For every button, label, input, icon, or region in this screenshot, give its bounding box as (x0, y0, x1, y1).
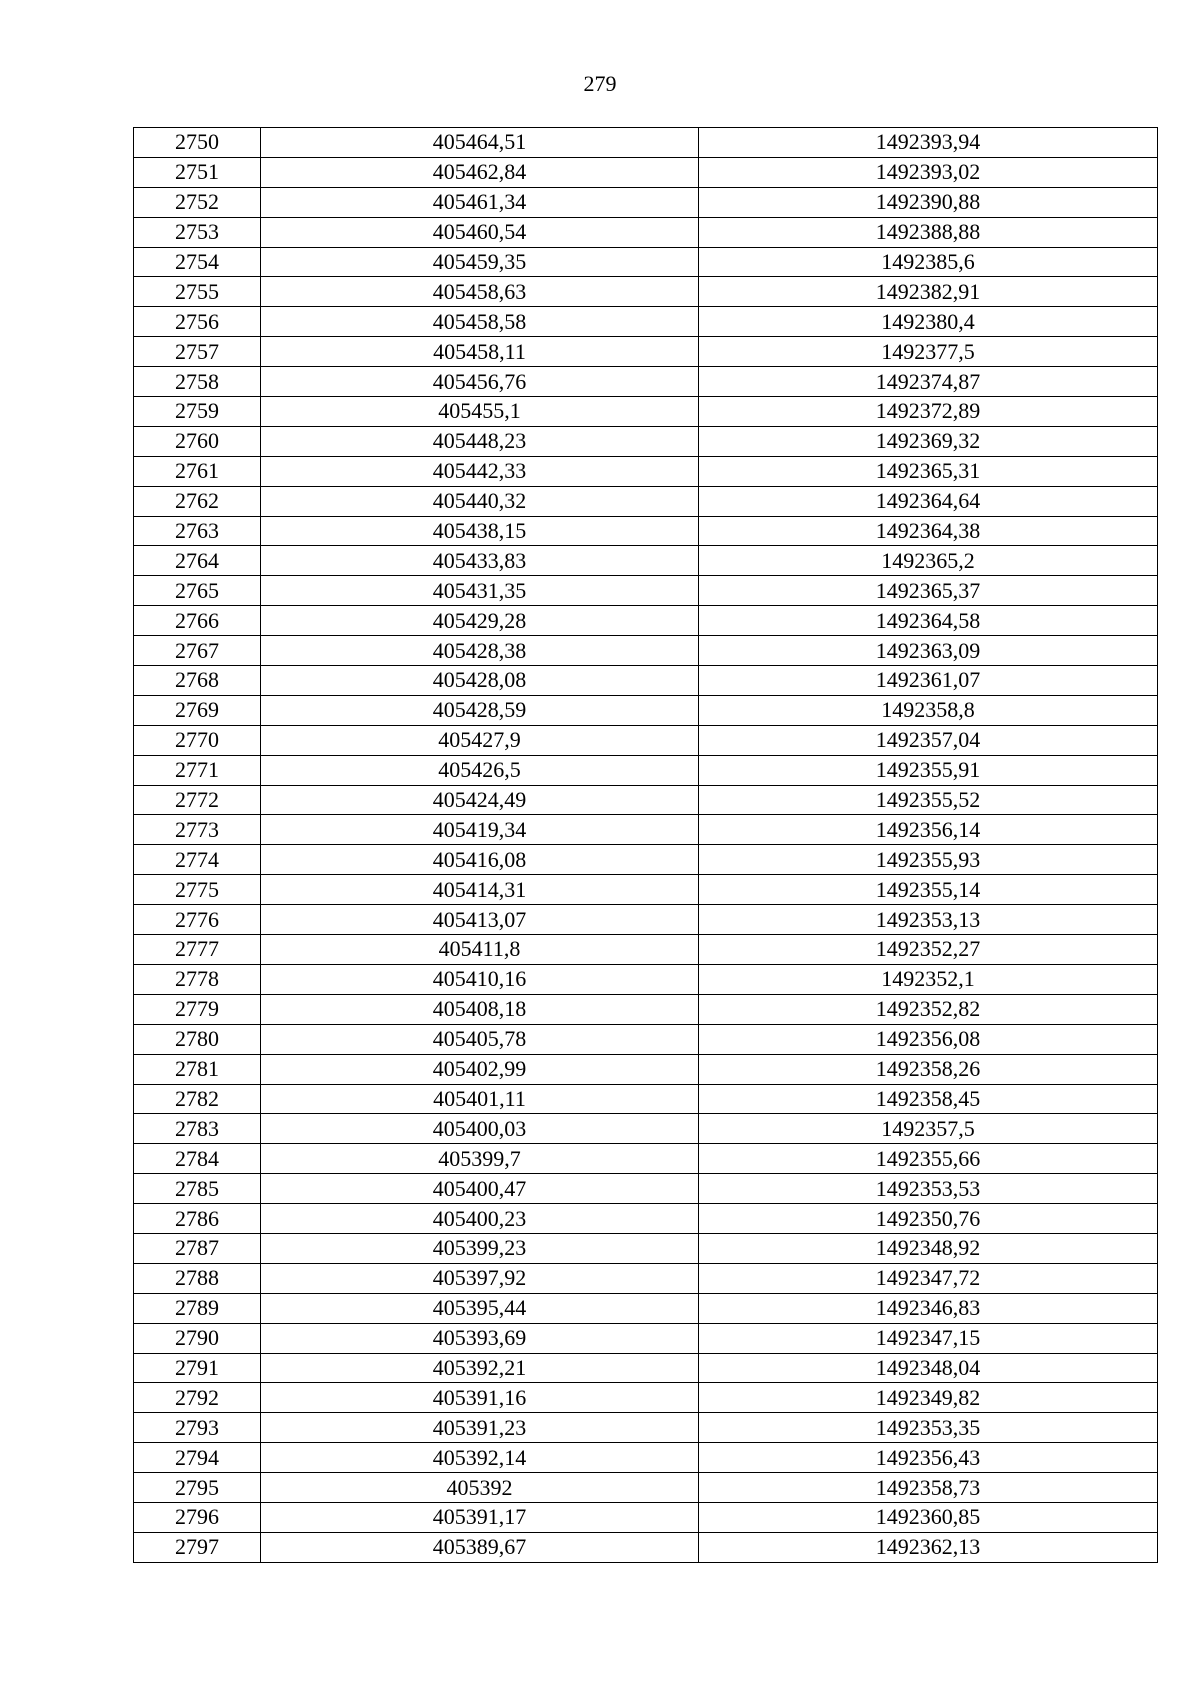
y-coordinate-cell: 1492347,15 (699, 1323, 1158, 1353)
table-row (134, 785, 1158, 815)
table-row (134, 845, 1158, 875)
x-coordinate-cell: 405395,44 (261, 1293, 699, 1323)
point-number-cell: 2774 (134, 845, 261, 875)
table-row (134, 1383, 1158, 1413)
table-row (134, 695, 1158, 725)
x-coordinate-cell: 405399,23 (261, 1233, 699, 1263)
x-coordinate-cell: 405427,9 (261, 725, 699, 755)
table-row (134, 815, 1158, 845)
x-coordinate-cell: 405419,34 (261, 815, 699, 845)
x-coordinate-cell: 405399,7 (261, 1144, 699, 1174)
x-coordinate-cell: 405391,16 (261, 1383, 699, 1413)
table-row (134, 755, 1158, 785)
y-coordinate-cell: 1492393,94 (699, 128, 1158, 158)
table-row (134, 964, 1158, 994)
y-coordinate-cell: 1492356,14 (699, 815, 1158, 845)
table-row (134, 1233, 1158, 1263)
y-coordinate-cell: 1492350,76 (699, 1204, 1158, 1234)
x-coordinate-cell: 405411,8 (261, 935, 699, 965)
point-number-cell: 2784 (134, 1144, 261, 1174)
x-coordinate-cell: 405433,83 (261, 546, 699, 576)
y-coordinate-cell: 1492374,87 (699, 367, 1158, 397)
table-row (134, 456, 1158, 486)
y-coordinate-cell: 1492355,91 (699, 755, 1158, 785)
table-row (134, 636, 1158, 666)
table-row (134, 1114, 1158, 1144)
table-row (134, 187, 1158, 217)
page-number: 279 (583, 71, 617, 96)
table-row (134, 1263, 1158, 1293)
point-number-cell: 2769 (134, 695, 261, 725)
y-coordinate-cell: 1492365,2 (699, 546, 1158, 576)
table-row (134, 875, 1158, 905)
table-row (134, 516, 1158, 546)
y-coordinate-cell: 1492358,26 (699, 1054, 1158, 1084)
table-row (134, 367, 1158, 397)
point-number-cell: 2786 (134, 1204, 261, 1234)
x-coordinate-cell: 405429,28 (261, 606, 699, 636)
coordinates-table-body (134, 128, 1158, 1563)
x-coordinate-cell: 405410,16 (261, 964, 699, 994)
point-number-cell: 2789 (134, 1293, 261, 1323)
table-row (134, 1084, 1158, 1114)
table-row (134, 217, 1158, 247)
x-coordinate-cell: 405428,59 (261, 695, 699, 725)
point-number-cell: 2788 (134, 1263, 261, 1293)
point-number-cell: 2794 (134, 1443, 261, 1473)
y-coordinate-cell: 1492360,85 (699, 1502, 1158, 1532)
x-coordinate-cell: 405392,21 (261, 1353, 699, 1383)
table-row (134, 426, 1158, 456)
point-number-cell: 2753 (134, 217, 261, 247)
x-coordinate-cell: 405392,14 (261, 1443, 699, 1473)
x-coordinate-cell: 405401,11 (261, 1084, 699, 1114)
x-coordinate-cell: 405428,38 (261, 636, 699, 666)
y-coordinate-cell: 1492388,88 (699, 217, 1158, 247)
point-number-cell: 2759 (134, 397, 261, 427)
y-coordinate-cell: 1492364,64 (699, 486, 1158, 516)
point-number-cell: 2787 (134, 1233, 261, 1263)
x-coordinate-cell: 405392 (261, 1473, 699, 1503)
table-row (134, 1054, 1158, 1084)
table-row (134, 1473, 1158, 1503)
table-row (134, 307, 1158, 337)
table-row (134, 905, 1158, 935)
y-coordinate-cell: 1492385,6 (699, 247, 1158, 277)
point-number-cell: 2754 (134, 247, 261, 277)
table-row (134, 725, 1158, 755)
x-coordinate-cell: 405458,11 (261, 337, 699, 367)
y-coordinate-cell: 1492348,04 (699, 1353, 1158, 1383)
point-number-cell: 2762 (134, 486, 261, 516)
x-coordinate-cell: 405414,31 (261, 875, 699, 905)
table-row (134, 1443, 1158, 1473)
point-number-cell: 2795 (134, 1473, 261, 1503)
point-number-cell: 2772 (134, 785, 261, 815)
table-row (134, 247, 1158, 277)
x-coordinate-cell: 405458,58 (261, 307, 699, 337)
y-coordinate-cell: 1492355,93 (699, 845, 1158, 875)
y-coordinate-cell: 1492380,4 (699, 307, 1158, 337)
y-coordinate-cell: 1492353,13 (699, 905, 1158, 935)
y-coordinate-cell: 1492358,73 (699, 1473, 1158, 1503)
table-row (134, 606, 1158, 636)
point-number-cell: 2790 (134, 1323, 261, 1353)
point-number-cell: 2764 (134, 546, 261, 576)
point-number-cell: 2750 (134, 128, 261, 158)
point-number-cell: 2782 (134, 1084, 261, 1114)
y-coordinate-cell: 1492390,88 (699, 187, 1158, 217)
point-number-cell: 2793 (134, 1413, 261, 1443)
x-coordinate-cell: 405442,33 (261, 456, 699, 486)
point-number-cell: 2755 (134, 277, 261, 307)
point-number-cell: 2779 (134, 994, 261, 1024)
table-row (134, 546, 1158, 576)
table-row (134, 1532, 1158, 1562)
y-coordinate-cell: 1492364,58 (699, 606, 1158, 636)
y-coordinate-cell: 1492355,52 (699, 785, 1158, 815)
point-number-cell: 2785 (134, 1174, 261, 1204)
point-number-cell: 2771 (134, 755, 261, 785)
x-coordinate-cell: 405462,84 (261, 157, 699, 187)
point-number-cell: 2776 (134, 905, 261, 935)
point-number-cell: 2758 (134, 367, 261, 397)
point-number-cell: 2796 (134, 1502, 261, 1532)
table-row (134, 1413, 1158, 1443)
y-coordinate-cell: 1492357,04 (699, 725, 1158, 755)
x-coordinate-cell: 405424,49 (261, 785, 699, 815)
y-coordinate-cell: 1492352,1 (699, 964, 1158, 994)
point-number-cell: 2791 (134, 1353, 261, 1383)
point-number-cell: 2783 (134, 1114, 261, 1144)
point-number-cell: 2760 (134, 426, 261, 456)
y-coordinate-cell: 1492365,31 (699, 456, 1158, 486)
x-coordinate-cell: 405455,1 (261, 397, 699, 427)
y-coordinate-cell: 1492352,27 (699, 935, 1158, 965)
table-row (134, 1502, 1158, 1532)
x-coordinate-cell: 405456,76 (261, 367, 699, 397)
point-number-cell: 2763 (134, 516, 261, 546)
table-row (134, 666, 1158, 696)
x-coordinate-cell: 405408,18 (261, 994, 699, 1024)
point-number-cell: 2751 (134, 157, 261, 187)
table-row (134, 576, 1158, 606)
table-row (134, 337, 1158, 367)
point-number-cell: 2781 (134, 1054, 261, 1084)
point-number-cell: 2752 (134, 187, 261, 217)
point-number-cell: 2780 (134, 1024, 261, 1054)
table-row (134, 935, 1158, 965)
table-row (134, 1024, 1158, 1054)
table-row (134, 1353, 1158, 1383)
y-coordinate-cell: 1492349,82 (699, 1383, 1158, 1413)
x-coordinate-cell: 405391,17 (261, 1502, 699, 1532)
x-coordinate-cell: 405393,69 (261, 1323, 699, 1353)
table-row (134, 486, 1158, 516)
y-coordinate-cell: 1492356,43 (699, 1443, 1158, 1473)
y-coordinate-cell: 1492355,14 (699, 875, 1158, 905)
y-coordinate-cell: 1492358,8 (699, 695, 1158, 725)
coordinates-table (133, 127, 1158, 1563)
y-coordinate-cell: 1492377,5 (699, 337, 1158, 367)
table-row (134, 128, 1158, 158)
y-coordinate-cell: 1492361,07 (699, 666, 1158, 696)
table-row (134, 157, 1158, 187)
x-coordinate-cell: 405402,99 (261, 1054, 699, 1084)
point-number-cell: 2770 (134, 725, 261, 755)
x-coordinate-cell: 405461,34 (261, 187, 699, 217)
table-row (134, 1323, 1158, 1353)
x-coordinate-cell: 405428,08 (261, 666, 699, 696)
y-coordinate-cell: 1492353,35 (699, 1413, 1158, 1443)
x-coordinate-cell: 405400,47 (261, 1174, 699, 1204)
table-row (134, 1144, 1158, 1174)
point-number-cell: 2767 (134, 636, 261, 666)
x-coordinate-cell: 405389,67 (261, 1532, 699, 1562)
y-coordinate-cell: 1492382,91 (699, 277, 1158, 307)
y-coordinate-cell: 1492372,89 (699, 397, 1158, 427)
table-row (134, 1174, 1158, 1204)
y-coordinate-cell: 1492365,37 (699, 576, 1158, 606)
point-number-cell: 2768 (134, 666, 261, 696)
x-coordinate-cell: 405438,15 (261, 516, 699, 546)
x-coordinate-cell: 405440,32 (261, 486, 699, 516)
table-row (134, 397, 1158, 427)
x-coordinate-cell: 405426,5 (261, 755, 699, 785)
point-number-cell: 2765 (134, 576, 261, 606)
y-coordinate-cell: 1492363,09 (699, 636, 1158, 666)
point-number-cell: 2797 (134, 1532, 261, 1562)
point-number-cell: 2757 (134, 337, 261, 367)
x-coordinate-cell: 405391,23 (261, 1413, 699, 1443)
y-coordinate-cell: 1492355,66 (699, 1144, 1158, 1174)
x-coordinate-cell: 405460,54 (261, 217, 699, 247)
y-coordinate-cell: 1492348,92 (699, 1233, 1158, 1263)
x-coordinate-cell: 405416,08 (261, 845, 699, 875)
table-row (134, 994, 1158, 1024)
y-coordinate-cell: 1492369,32 (699, 426, 1158, 456)
point-number-cell: 2766 (134, 606, 261, 636)
x-coordinate-cell: 405431,35 (261, 576, 699, 606)
x-coordinate-cell: 405400,03 (261, 1114, 699, 1144)
y-coordinate-cell: 1492362,13 (699, 1532, 1158, 1562)
point-number-cell: 2761 (134, 456, 261, 486)
point-number-cell: 2775 (134, 875, 261, 905)
point-number-cell: 2778 (134, 964, 261, 994)
table-row (134, 1204, 1158, 1234)
table-row (134, 277, 1158, 307)
x-coordinate-cell: 405405,78 (261, 1024, 699, 1054)
table-row (134, 1293, 1158, 1323)
x-coordinate-cell: 405448,23 (261, 426, 699, 456)
x-coordinate-cell: 405413,07 (261, 905, 699, 935)
point-number-cell: 2792 (134, 1383, 261, 1413)
y-coordinate-cell: 1492393,02 (699, 157, 1158, 187)
y-coordinate-cell: 1492346,83 (699, 1293, 1158, 1323)
x-coordinate-cell: 405459,35 (261, 247, 699, 277)
y-coordinate-cell: 1492358,45 (699, 1084, 1158, 1114)
y-coordinate-cell: 1492352,82 (699, 994, 1158, 1024)
point-number-cell: 2773 (134, 815, 261, 845)
y-coordinate-cell: 1492357,5 (699, 1114, 1158, 1144)
y-coordinate-cell: 1492353,53 (699, 1174, 1158, 1204)
point-number-cell: 2777 (134, 935, 261, 965)
x-coordinate-cell: 405397,92 (261, 1263, 699, 1293)
x-coordinate-cell: 405458,63 (261, 277, 699, 307)
x-coordinate-cell: 405464,51 (261, 128, 699, 158)
x-coordinate-cell: 405400,23 (261, 1204, 699, 1234)
y-coordinate-cell: 1492356,08 (699, 1024, 1158, 1054)
y-coordinate-cell: 1492364,38 (699, 516, 1158, 546)
point-number-cell: 2756 (134, 307, 261, 337)
y-coordinate-cell: 1492347,72 (699, 1263, 1158, 1293)
